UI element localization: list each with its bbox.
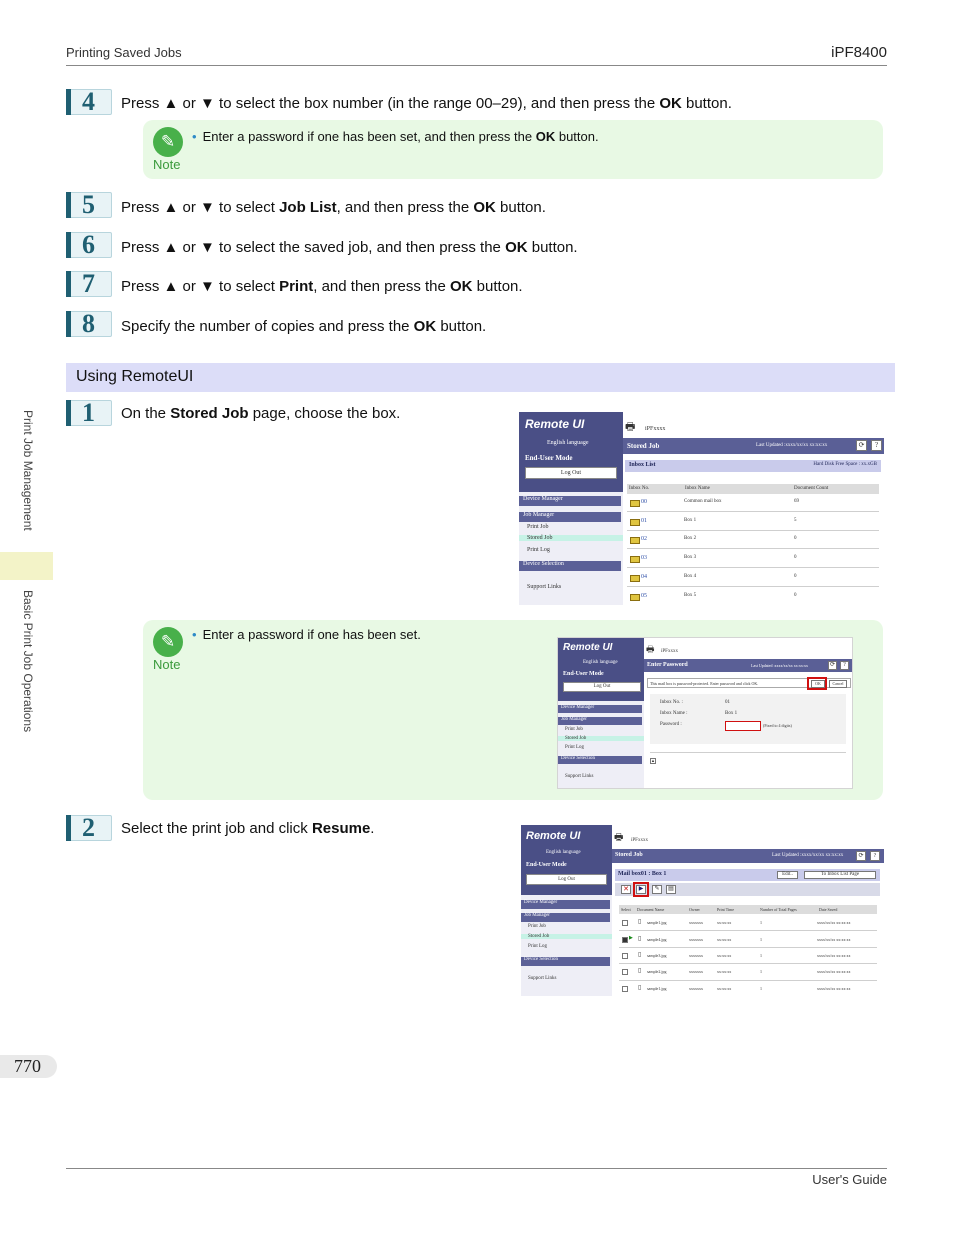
nav-job-manager[interactable]: Job Manager [558,717,642,725]
delete-icon[interactable]: ✕ [621,885,631,894]
password-form: Inbox No. : Inbox Name : Password : 01 Box 1 (Fixed to 4 digits) [650,694,846,744]
job-table-header: Select Document Name Owner Print Time Number of Total Pages Date Saved [619,905,877,914]
nav-device-manager[interactable]: Device Manager [521,900,610,909]
document-icon: ▯ [638,952,642,958]
help-button[interactable]: ? [870,851,880,861]
to-inbox-list-button[interactable]: To Inbox List Page [804,871,876,879]
remote-ui-logo: Remote UI [525,417,585,431]
footer-rule [66,1168,887,1169]
document-icon: ▯ [638,919,642,925]
printing-status-icon: ▶ [629,936,633,941]
nav-print-log[interactable]: Print Log [527,547,550,553]
back-arrow-icon[interactable]: ▲ [651,758,655,763]
select-checkbox[interactable] [622,986,628,992]
nav-print-job[interactable]: Print Job [527,524,549,530]
edit-button[interactable]: Edit.. [777,871,798,879]
password-input[interactable] [725,721,761,731]
last-updated: Last Updated :xxxx/xx/xx xx:xx:xx [772,853,844,858]
note-text-1: • Enter a password if one has been set, and then press the OK button. [192,129,599,144]
refresh-icon[interactable]: ⟳ [856,440,867,451]
pencil-check-icon: ✎ [153,127,183,157]
remote-ui-nav [521,825,612,996]
password-message: This mail box is password-protected. Enter password and click OK. [647,678,851,688]
screenshot-inbox-list: Remote UI English language End-User Mode Log Out Device Manager Job Manager Print Job Stored Job Print Log Device Selection Support Links 🖶 iPFxxxx Stored Job Last Updated :xxxx/xx/xx xx:xx:xx ⟳ ? Inbox List Hard Disk Free Space : xx.xGB Inbox No. Inbox Name Document Count 00 Common mail box 69 01 Box 1 5 02 Box 2 0 03 Box 3 0 04 Box 4 0 05 Box 5 0 [519,412,884,605]
step-number-1: 1 [66,400,112,426]
mode-label: End-User Mode [563,671,604,677]
nav-stored-job[interactable]: Stored Job [521,934,612,939]
nav-print-log[interactable]: Print Log [565,745,585,750]
nav-stored-job[interactable]: Stored Job [558,736,644,741]
help-button[interactable]: ? [871,440,882,451]
nav-job-manager[interactable]: Job Manager [519,512,621,522]
step-number-5: 5 [66,192,112,218]
pencil-check-icon: ✎ [153,627,183,657]
step-number-6: 6 [66,232,112,258]
note-box-2 [143,620,883,800]
side-tab-section[interactable]: Basic Print Job Operations [21,590,35,733]
log-out-button[interactable]: Log Out [563,682,641,692]
edit-job-icon[interactable]: ✎ [652,885,662,894]
help-button[interactable]: ? [840,661,849,670]
highlight-box [633,882,649,897]
nav-device-manager[interactable]: Device Manager [519,496,621,506]
footer-guide-name: User's Guide [812,1172,887,1187]
last-updated: Last Updated :xxxx/xx/xx xx:xx:xx [756,443,828,448]
note-box-1 [143,120,883,179]
select-checkbox[interactable] [622,969,628,975]
nav-print-job[interactable]: Print Job [528,924,546,929]
refresh-icon[interactable]: ⟳ [856,851,866,861]
section-heading: Using RemoteUI [66,363,895,392]
page-number: 770 [0,1055,57,1078]
screenshot-mail-box: Remote UI English language End-User Mode Log Out Device Manager Job Manager Print Job Stored Job Print Log Device Selection Support Links 🖶 iPFxxxx Stored Job Last Updated :xxxx/xx/xx xx:xx:xx ⟳ ? Mail box01 : Box 1 Edit.. To Inbox List Page ✕ ▶ ✎ ▤ Select Document Name Owner Print Time Number of Total Pages Date Saved ▯ sample1.jpg xxxxxxx xx:xx:xx 1 xxxx/xx/xx xx:xx:xx ▶ ▯ sample4.jpg xxxxxxx xx:xx:xx 1 xxxx/xx/xx xx:xx:xx ▯ sample3.jpg xxxxxxx xx:xx:xx 1 xxxx/xx/xx xx:xx:xx ▯ sample2.jpg xxxxxxx xx:xx:xx 1 xxxx/xx/xx xx:xx:xx ▯ sample1.jpg xxxxxxx xx:xx:xx 1 xxxx/xx/xx xx:xx:xx [521,825,884,996]
refresh-icon[interactable]: ⟳ [829,662,836,668]
note-text-2: • Enter a password if one has been set. [192,627,421,642]
inbox-table-header: Inbox No. Inbox Name Document Count [627,484,879,494]
cancel-button[interactable]: Cancel [829,680,847,688]
header-rule [66,65,887,66]
note-label: Note [153,157,181,172]
mailbox-bar: Mail box01 : Box 1 [615,869,880,881]
mailbox-icon [630,537,640,544]
ok-button[interactable]: OK [811,680,825,688]
nav-device-manager[interactable]: Device Manager [558,705,642,713]
select-checkbox[interactable] [622,920,628,926]
select-checkbox[interactable] [622,937,628,943]
nav-job-manager[interactable]: Job Manager [521,913,610,922]
nav-print-log[interactable]: Print Log [528,944,548,949]
locked-mailbox-icon [630,519,640,526]
printer-name: iPFxxxx [661,649,678,654]
language-link[interactable]: English language [547,440,589,446]
mailbox-icon [630,575,640,582]
details-icon[interactable]: ▤ [666,885,676,894]
nav-stored-job[interactable]: Stored Job [519,535,623,541]
step-text-6: Press ▲ or ▼ to select the saved job, and then press the OK button. [121,239,578,256]
last-updated: Last Updated :xxxx/xx/xx xx:xx:xx [751,663,808,668]
step-number-7: 7 [66,271,112,297]
step-text-2: Select the print job and click Resume. [121,820,375,837]
step-number-8: 8 [66,311,112,337]
document-icon: ▯ [638,968,642,974]
mode-label: End-User Mode [526,862,567,868]
remote-ui-nav [519,412,623,605]
step-number-4: 4 [66,89,112,115]
step-text-5: Press ▲ or ▼ to select Job List, and then press the OK button. [121,199,546,216]
inbox-list-bar: Inbox List Hard Disk Free Space : xx.xGB [625,460,881,472]
nav-device-selection[interactable]: Device Selection [558,756,642,764]
remote-ui-logo: Remote UI [526,830,581,842]
language-link[interactable]: English language [546,850,581,855]
mailbox-icon [630,556,640,563]
printer-icon: 🖶 [614,832,624,843]
page-header-bar [623,438,884,454]
step-text-8: Specify the number of copies and press the OK button. [121,318,487,335]
nav-print-job[interactable]: Print Job [565,727,583,732]
mode-label: End-User Mode [525,454,573,462]
remote-ui-nav [558,638,644,789]
mailbox-icon [630,500,640,507]
page-header-bar [644,659,853,672]
document-icon: ▯ [638,985,642,991]
remote-ui-logo: Remote UI [563,642,613,653]
running-header-title: Printing Saved Jobs [66,45,182,60]
language-link[interactable]: English language [583,660,618,665]
step-text-7: Press ▲ or ▼ to select Print, and then press the OK button. [121,278,523,295]
nav-device-selection[interactable]: Device Selection [521,957,610,966]
page-header-bar [612,849,884,863]
step-text-4: Press ▲ or ▼ to select the box number (in the range 00–29), and then press the OK button. [121,95,732,112]
select-checkbox[interactable] [622,953,628,959]
side-tab-chapter[interactable]: Print Job Management [21,410,35,531]
step-number-2: 2 [66,815,112,841]
nav-device-selection[interactable]: Device Selection [519,561,621,571]
page-title: Stored Job [615,852,643,858]
screenshot-enter-password [557,637,853,789]
note-label: Note [153,657,181,672]
log-out-button[interactable]: Log Out [526,874,607,885]
mailbox-icon [630,594,640,601]
printer-name: iPFxxxx [645,426,666,432]
highlight-box [807,677,827,690]
nav-support-links[interactable]: Support Links [527,584,562,590]
step-text-1: On the Stored Job page, choose the box. [121,405,401,422]
nav-support-links[interactable]: Support Links [528,976,557,981]
printer-icon: 🖶 [625,421,636,433]
running-header-model: iPF8400 [831,44,887,61]
page-title: Enter Password [647,662,688,668]
printer-icon: 🖶 [646,644,655,654]
log-out-button[interactable]: Log Out [525,467,617,479]
nav-support-links[interactable]: Support Links [565,774,594,779]
page-title: Stored Job [627,442,660,450]
document-icon: ▯ [638,936,642,942]
side-tab-marker [0,552,53,580]
resume-icon[interactable]: ▶ [636,885,646,894]
printer-name: iPFxxxx [631,838,648,843]
